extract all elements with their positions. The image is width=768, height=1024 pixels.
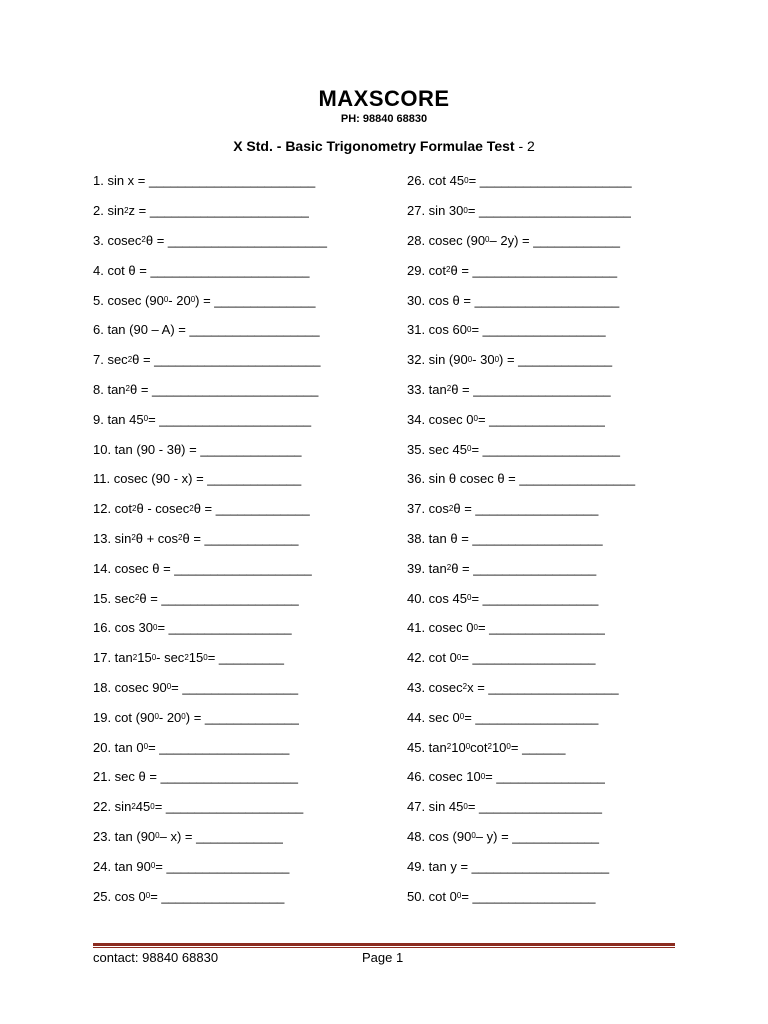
question-text: - sec	[156, 650, 185, 666]
question-text: 26. cot 45	[407, 173, 465, 189]
question-text: 1. sin x = _______________________	[93, 173, 316, 189]
question-item: 29. cot 2 θ = ____________________	[407, 262, 618, 278]
question-text: θ = ______________________	[145, 232, 327, 248]
question-text: 10	[491, 739, 507, 755]
question-text: = _________________	[157, 620, 292, 636]
question-text: 18. cosec 90	[93, 679, 167, 695]
question-text: = _____________________	[467, 203, 631, 219]
question-text: θ = _________________	[451, 560, 597, 576]
question-text: – y) = ____________	[475, 828, 600, 844]
test-title	[0, 138, 768, 154]
question-text: = _____________________	[468, 173, 632, 189]
question-text: θ = _____________	[182, 530, 299, 546]
question-text: 45	[135, 799, 151, 815]
question-item: 37. cos 2 θ = _________________	[407, 501, 599, 517]
question-text: = _________________	[155, 858, 290, 874]
question-text: 46. cosec 10	[407, 769, 481, 785]
question-text: 21. sec θ = ___________________	[93, 769, 298, 785]
question-item: 48. cos (90 0 – y) = ____________	[407, 828, 600, 844]
question-text: = _________________	[150, 888, 285, 904]
question-item: 35. sec 45 0 = ___________________	[407, 441, 621, 457]
question-item: 5. cosec (90 0 - 20 0 ) = ______________	[93, 292, 316, 308]
question-text: θ = _________________	[453, 501, 599, 517]
question-text: ) = _____________	[499, 352, 613, 368]
question-item	[93, 762, 327, 792]
question-text: 10	[451, 739, 466, 755]
question-item: 50. cot 0 0 = _________________	[407, 888, 596, 904]
footer-contact: contact: 98840 68830	[93, 950, 219, 965]
question-text: 3. cosec	[93, 232, 142, 248]
question-text: ) = ______________	[195, 292, 316, 308]
question-text: 28. cosec (90	[407, 232, 486, 248]
question-text: 15. sec	[93, 590, 135, 606]
question-text: = __________________	[148, 739, 290, 755]
question-item	[93, 315, 327, 345]
question-text: 12. cot	[93, 501, 133, 517]
question-item: 23. tan (90 0 – x) = ____________	[93, 828, 283, 844]
footer-page-number: Page 1	[362, 950, 404, 965]
question-item: 18. cosec 90 0 = ________________	[93, 679, 299, 695]
question-item: 26. cot 45 0 = _____________________	[407, 173, 632, 189]
question-text: x = __________________	[467, 679, 619, 695]
question-item	[407, 464, 635, 494]
question-text: 5. cosec (90	[93, 292, 164, 308]
question-text: 44. sec 0	[407, 709, 460, 725]
question-item: 40. cos 45 0 = ________________	[407, 590, 599, 606]
question-text: ) = _____________	[185, 709, 299, 725]
question-text: 50. cot 0	[407, 888, 457, 904]
question-item: 46. cosec 10 0 = _______________	[407, 769, 605, 785]
footer-rule-thick	[93, 943, 675, 946]
question-item: 39. tan 2 θ = _________________	[407, 560, 597, 576]
question-item: 31. cos 60 0 = _________________	[407, 322, 606, 338]
question-text: = _______________	[485, 769, 605, 785]
question-item	[407, 524, 635, 554]
question-text: 34. cosec 0	[407, 411, 474, 427]
test-title-main: X Std. - Basic Trigonometry Formulae Test	[233, 138, 515, 154]
question-item: 13. sin 2 θ + cos 2 θ = _____________	[93, 530, 299, 546]
question-item: 47. sin 45 0 = _________________	[407, 799, 602, 815]
question-item: 24. tan 90 0 = _________________	[93, 858, 290, 874]
question-text: 13. sin	[93, 530, 132, 546]
question-item	[407, 285, 635, 315]
question-text: 36. sin θ cosec θ = ________________	[407, 471, 636, 487]
question-item: 43. cosec 2 x = __________________	[407, 679, 619, 695]
question-item: 41. cosec 0 0 = ________________	[407, 620, 605, 636]
question-text: 7. sec	[93, 352, 128, 368]
question-text: 15	[137, 650, 152, 666]
question-item: 9. tan 45 0 = _____________________	[93, 411, 312, 427]
question-item: 7. sec 2 θ = _______________________	[93, 352, 321, 368]
question-text: 49. tan y = ___________________	[407, 858, 610, 874]
question-item: 20. tan 0 0 = __________________	[93, 739, 290, 755]
question-text: 14. cosec θ = ___________________	[93, 560, 312, 576]
questions-left-column	[93, 166, 327, 911]
question-item	[93, 166, 327, 196]
question-text: = ___________________	[471, 441, 621, 457]
question-text: 22. sin	[93, 799, 132, 815]
question-item: 8. tan 2 θ = _______________________	[93, 381, 319, 397]
question-item	[93, 464, 327, 494]
question-item: 12. cot 2 θ - cosec 2 θ = _____________	[93, 501, 310, 517]
question-item: 22. sin 2 45 0 = ___________________	[93, 799, 304, 815]
question-text: 16. cos 30	[93, 620, 153, 636]
question-text: 38. tan θ = __________________	[407, 530, 603, 546]
questions-right-column	[407, 166, 635, 911]
question-text: = ________________	[477, 411, 605, 427]
question-item: 34. cosec 0 0 = ________________	[407, 411, 605, 427]
question-text: 31. cos 60	[407, 322, 467, 338]
question-text: - 20	[158, 709, 182, 725]
question-item: 32. sin (90 0 - 30 0 ) = _____________	[407, 352, 613, 368]
question-text: 10. tan (90 - 3θ) = ______________	[93, 441, 302, 457]
question-text: = ___________________	[154, 799, 304, 815]
question-text: 33. tan	[407, 381, 447, 397]
question-text: z = ______________________	[128, 203, 309, 219]
question-text: 2. sin	[93, 203, 125, 219]
question-text: 9. tan 45	[93, 411, 144, 427]
question-item	[93, 553, 327, 583]
question-item: 33. tan 2 θ = ___________________	[407, 381, 611, 397]
question-text: 17. tan	[93, 650, 133, 666]
question-text: 4. cot θ = ______________________	[93, 262, 310, 278]
question-text: = _________________	[467, 799, 602, 815]
question-text: 8. tan	[93, 381, 126, 397]
question-text: – x) = ____________	[159, 828, 283, 844]
question-item: 19. cot (90 0 - 20 0 ) = _____________	[93, 709, 299, 725]
question-text: - 30	[472, 352, 495, 368]
question-item	[93, 255, 327, 285]
question-text: 19. cot (90	[93, 709, 155, 725]
question-item: 16. cos 30 0 = _________________	[93, 620, 292, 636]
question-text: - 20	[168, 292, 191, 308]
question-text: = _____________________	[148, 411, 312, 427]
question-item: 45. tan 2 10 0 cot 2 10 0 = ______	[407, 739, 566, 755]
question-text: = ________________	[477, 620, 605, 636]
question-text: 20. tan 0	[93, 739, 144, 755]
question-item	[93, 434, 327, 464]
question-text: cot	[470, 739, 488, 755]
question-text: θ = ___________________	[451, 381, 611, 397]
question-text: 41. cosec 0	[407, 620, 474, 636]
question-text: = ______	[510, 739, 566, 755]
question-text: 30. cos θ = ____________________	[407, 292, 620, 308]
question-item: 25. cos 0 0 = _________________	[93, 888, 285, 904]
question-item: 15. sec 2 θ = ___________________	[93, 590, 299, 606]
question-text: θ + cos	[135, 530, 179, 546]
question-text: = ________________	[171, 679, 299, 695]
question-text: 6. tan (90 – A) = __________________	[93, 322, 320, 338]
question-text: 47. sin 45	[407, 799, 464, 815]
question-text: θ - cosec	[136, 501, 190, 517]
question-text: θ = _____________	[193, 501, 310, 517]
question-text: θ = _______________________	[129, 381, 319, 397]
question-text: 11. cosec (90 - x) = _____________	[93, 471, 302, 487]
question-text: 43. cosec	[407, 679, 463, 695]
question-text: 45. tan	[407, 739, 447, 755]
page-title: MAXSCORE	[318, 86, 450, 111]
footer-rule-thin	[93, 947, 675, 948]
question-text: θ = ___________________	[139, 590, 299, 606]
question-item: 2. sin 2 z = ______________________	[93, 203, 309, 219]
question-text: 42. cot 0	[407, 650, 457, 666]
question-text: 40. cos 45	[407, 590, 467, 606]
question-text: 25. cos 0	[93, 888, 146, 904]
question-text: = _________________	[464, 709, 599, 725]
question-text: 27. sin 30	[407, 203, 464, 219]
question-text: θ = _______________________	[132, 352, 321, 368]
question-text: 37. cos	[407, 501, 449, 517]
question-text: 15	[188, 650, 204, 666]
question-text: 35. sec 45	[407, 441, 467, 457]
question-text: 32. sin (90	[407, 352, 468, 368]
question-item	[407, 851, 635, 881]
question-text: 23. tan (90	[93, 828, 156, 844]
question-text: = _________________	[471, 322, 606, 338]
question-text: 24. tan 90	[93, 858, 151, 874]
question-text: 48. cos (90	[407, 828, 472, 844]
question-text: – 2y) = ____________	[489, 232, 620, 248]
question-text: 39. tan	[407, 560, 447, 576]
question-text: 29. cot	[407, 262, 447, 278]
phone-number: PH: 98840 68830	[340, 113, 428, 125]
question-text: θ = ____________________	[450, 262, 618, 278]
question-text: = ________________	[471, 590, 599, 606]
question-item: 27. sin 30 0 = _____________________	[407, 203, 631, 219]
question-item: 42. cot 0 0 = _________________	[407, 650, 596, 666]
question-text: = _________	[207, 650, 284, 666]
question-item: 44. sec 0 0 = _________________	[407, 709, 599, 725]
test-title-number: - 2	[514, 138, 535, 154]
question-text: = _________________	[461, 888, 596, 904]
question-item: 28. cosec (90 0 – 2y) = ____________	[407, 232, 620, 248]
question-text: = _________________	[461, 650, 596, 666]
question-item: 17. tan 2 15 0 - sec 2 15 0 = _________	[93, 650, 284, 666]
question-item: 3. cosec 2 θ = ______________________	[93, 232, 327, 248]
